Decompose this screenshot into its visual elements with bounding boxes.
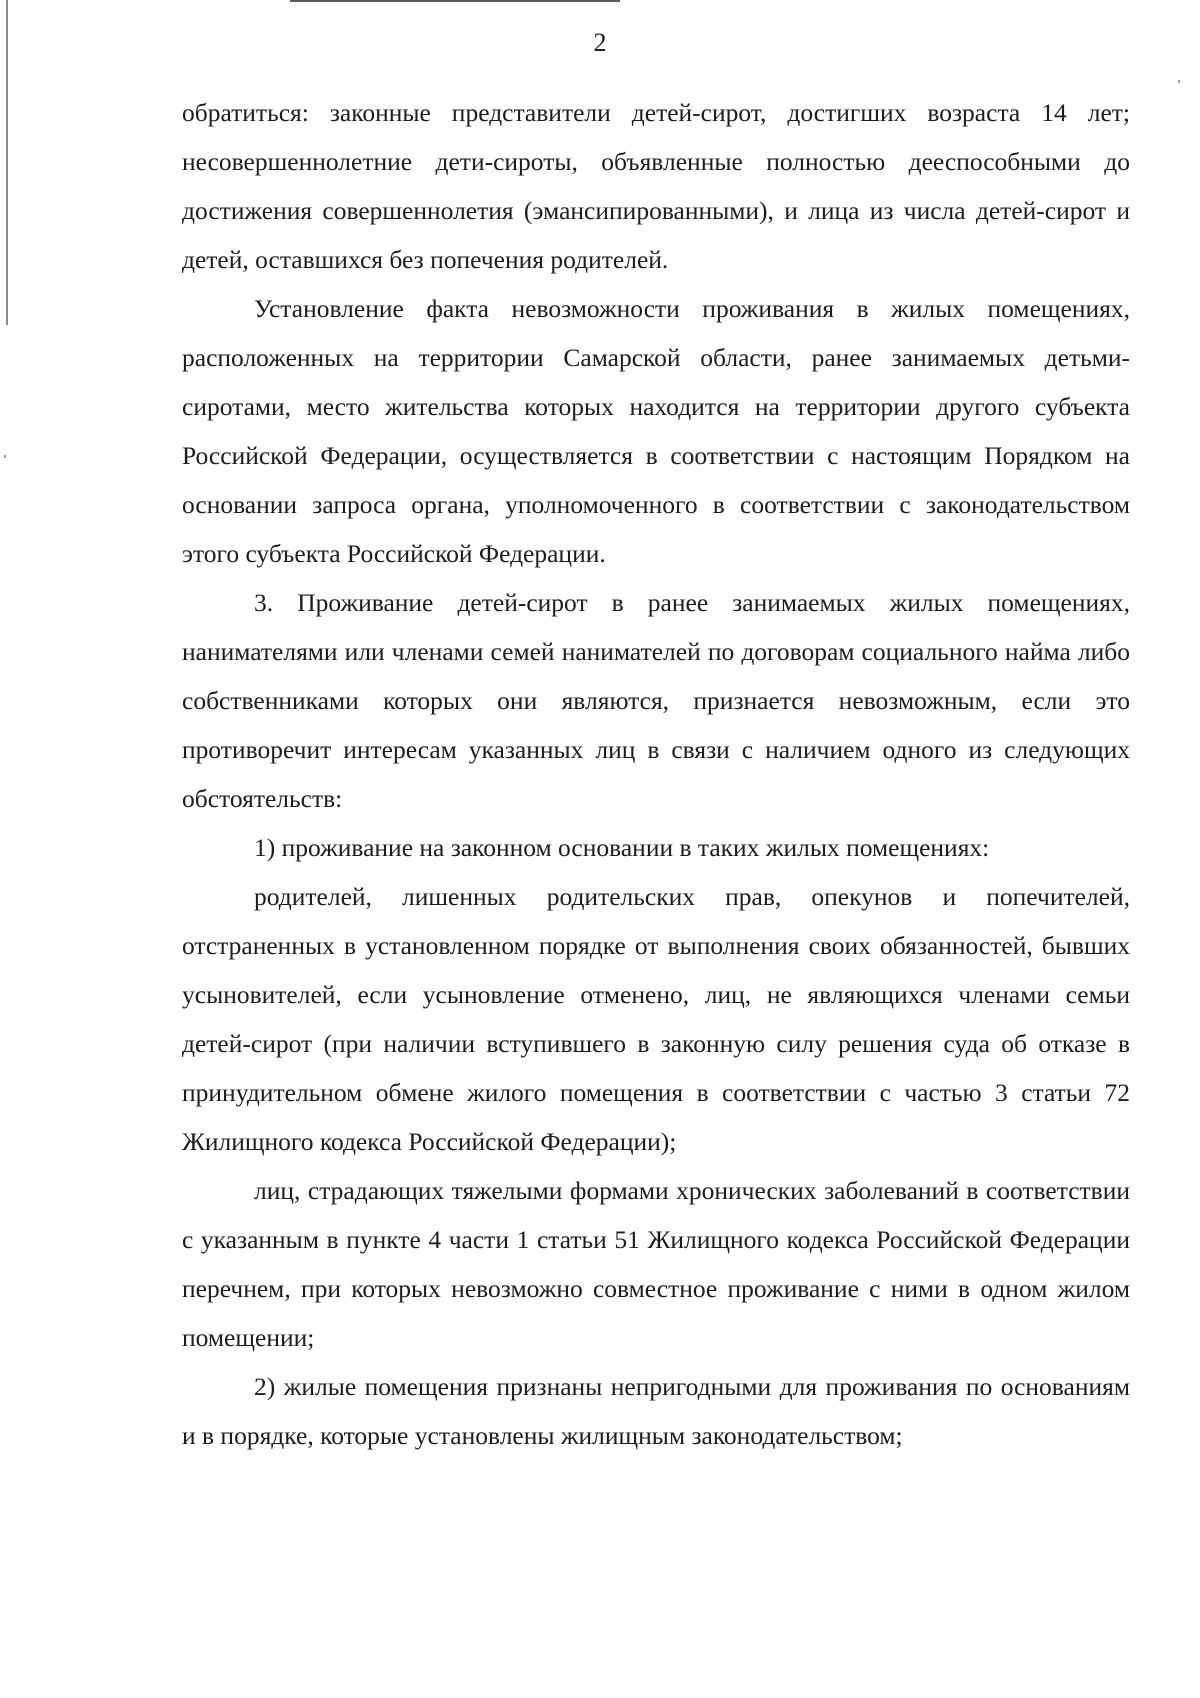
paragraph-subitem-2: 2) жилые помещения признаны непригодными для проживания по основаниям и в порядке, которые установлены жилищным законодательством; xyxy=(182,1372,1130,1450)
document-body xyxy=(182,88,1130,1460)
scan-artifact-dot xyxy=(4,455,6,458)
scan-artifact-top-edge xyxy=(290,0,620,2)
paragraph-continuation: обратиться: законные представители детей-сирот, достигших возраста 14 лет; несовершеннолетние дети-сироты, объявленные полностью дееспособными до достижения совершеннолетия (эмансипированными), и лица из числа детей-сирот и детей, оставшихся без попечения родителей. xyxy=(182,98,1130,274)
paragraph-fact-establishment: Установление факта невозможности проживания в жилых помещениях, расположенных на территории Самарской области, ранее занимаемых детьми-сиротами, место жительства которых находится на территории другого субъекта Российской Федерации, осуществляется в соответствии с настоящим Порядком на основании запроса органа, уполномоченного в соответствии с законодательством этого субъекта Российской Федерации. xyxy=(182,294,1130,568)
paragraph-chronic-diseases: лиц, страдающих тяжелыми формами хронических заболеваний в соответствии с указанным в пункте 4 части 1 статьи 51 Жилищного кодекса Российской Федерации перечнем, при которых невозможно совместное проживание с ними в одном жилом помещении; xyxy=(182,1176,1130,1352)
paragraph-item-3: 3. Проживание детей-сирот в ранее занимаемых жилых помещениях, нанимателями или членами семей нанимателей по договорам социального найма либо собственниками которых они являются, признается невозможным, если это противоречит интересам указанных лиц в связи с наличием одного из следующих обстоятельств: xyxy=(182,588,1130,813)
scan-artifact-dot xyxy=(1178,80,1180,83)
paragraph-subitem-1: 1) проживание на законном основании в таких жилых помещениях: xyxy=(254,833,990,862)
page-number: 2 xyxy=(593,28,607,57)
paragraph-parents-guardians: родителей, лишенных родительских прав, опекунов и попечителей, отстраненных в установленном порядке от выполнения своих обязанностей, бывших усыновителей, если усыновление отменено, лиц, не являющихся членами семьи детей-сирот (при наличии вступившего в законную силу решения суда об отказе в принудительном обмене жилого помещения в соответствии с частью 3 статьи 72 Жилищного кодекса Российской Федерации); xyxy=(182,882,1130,1156)
